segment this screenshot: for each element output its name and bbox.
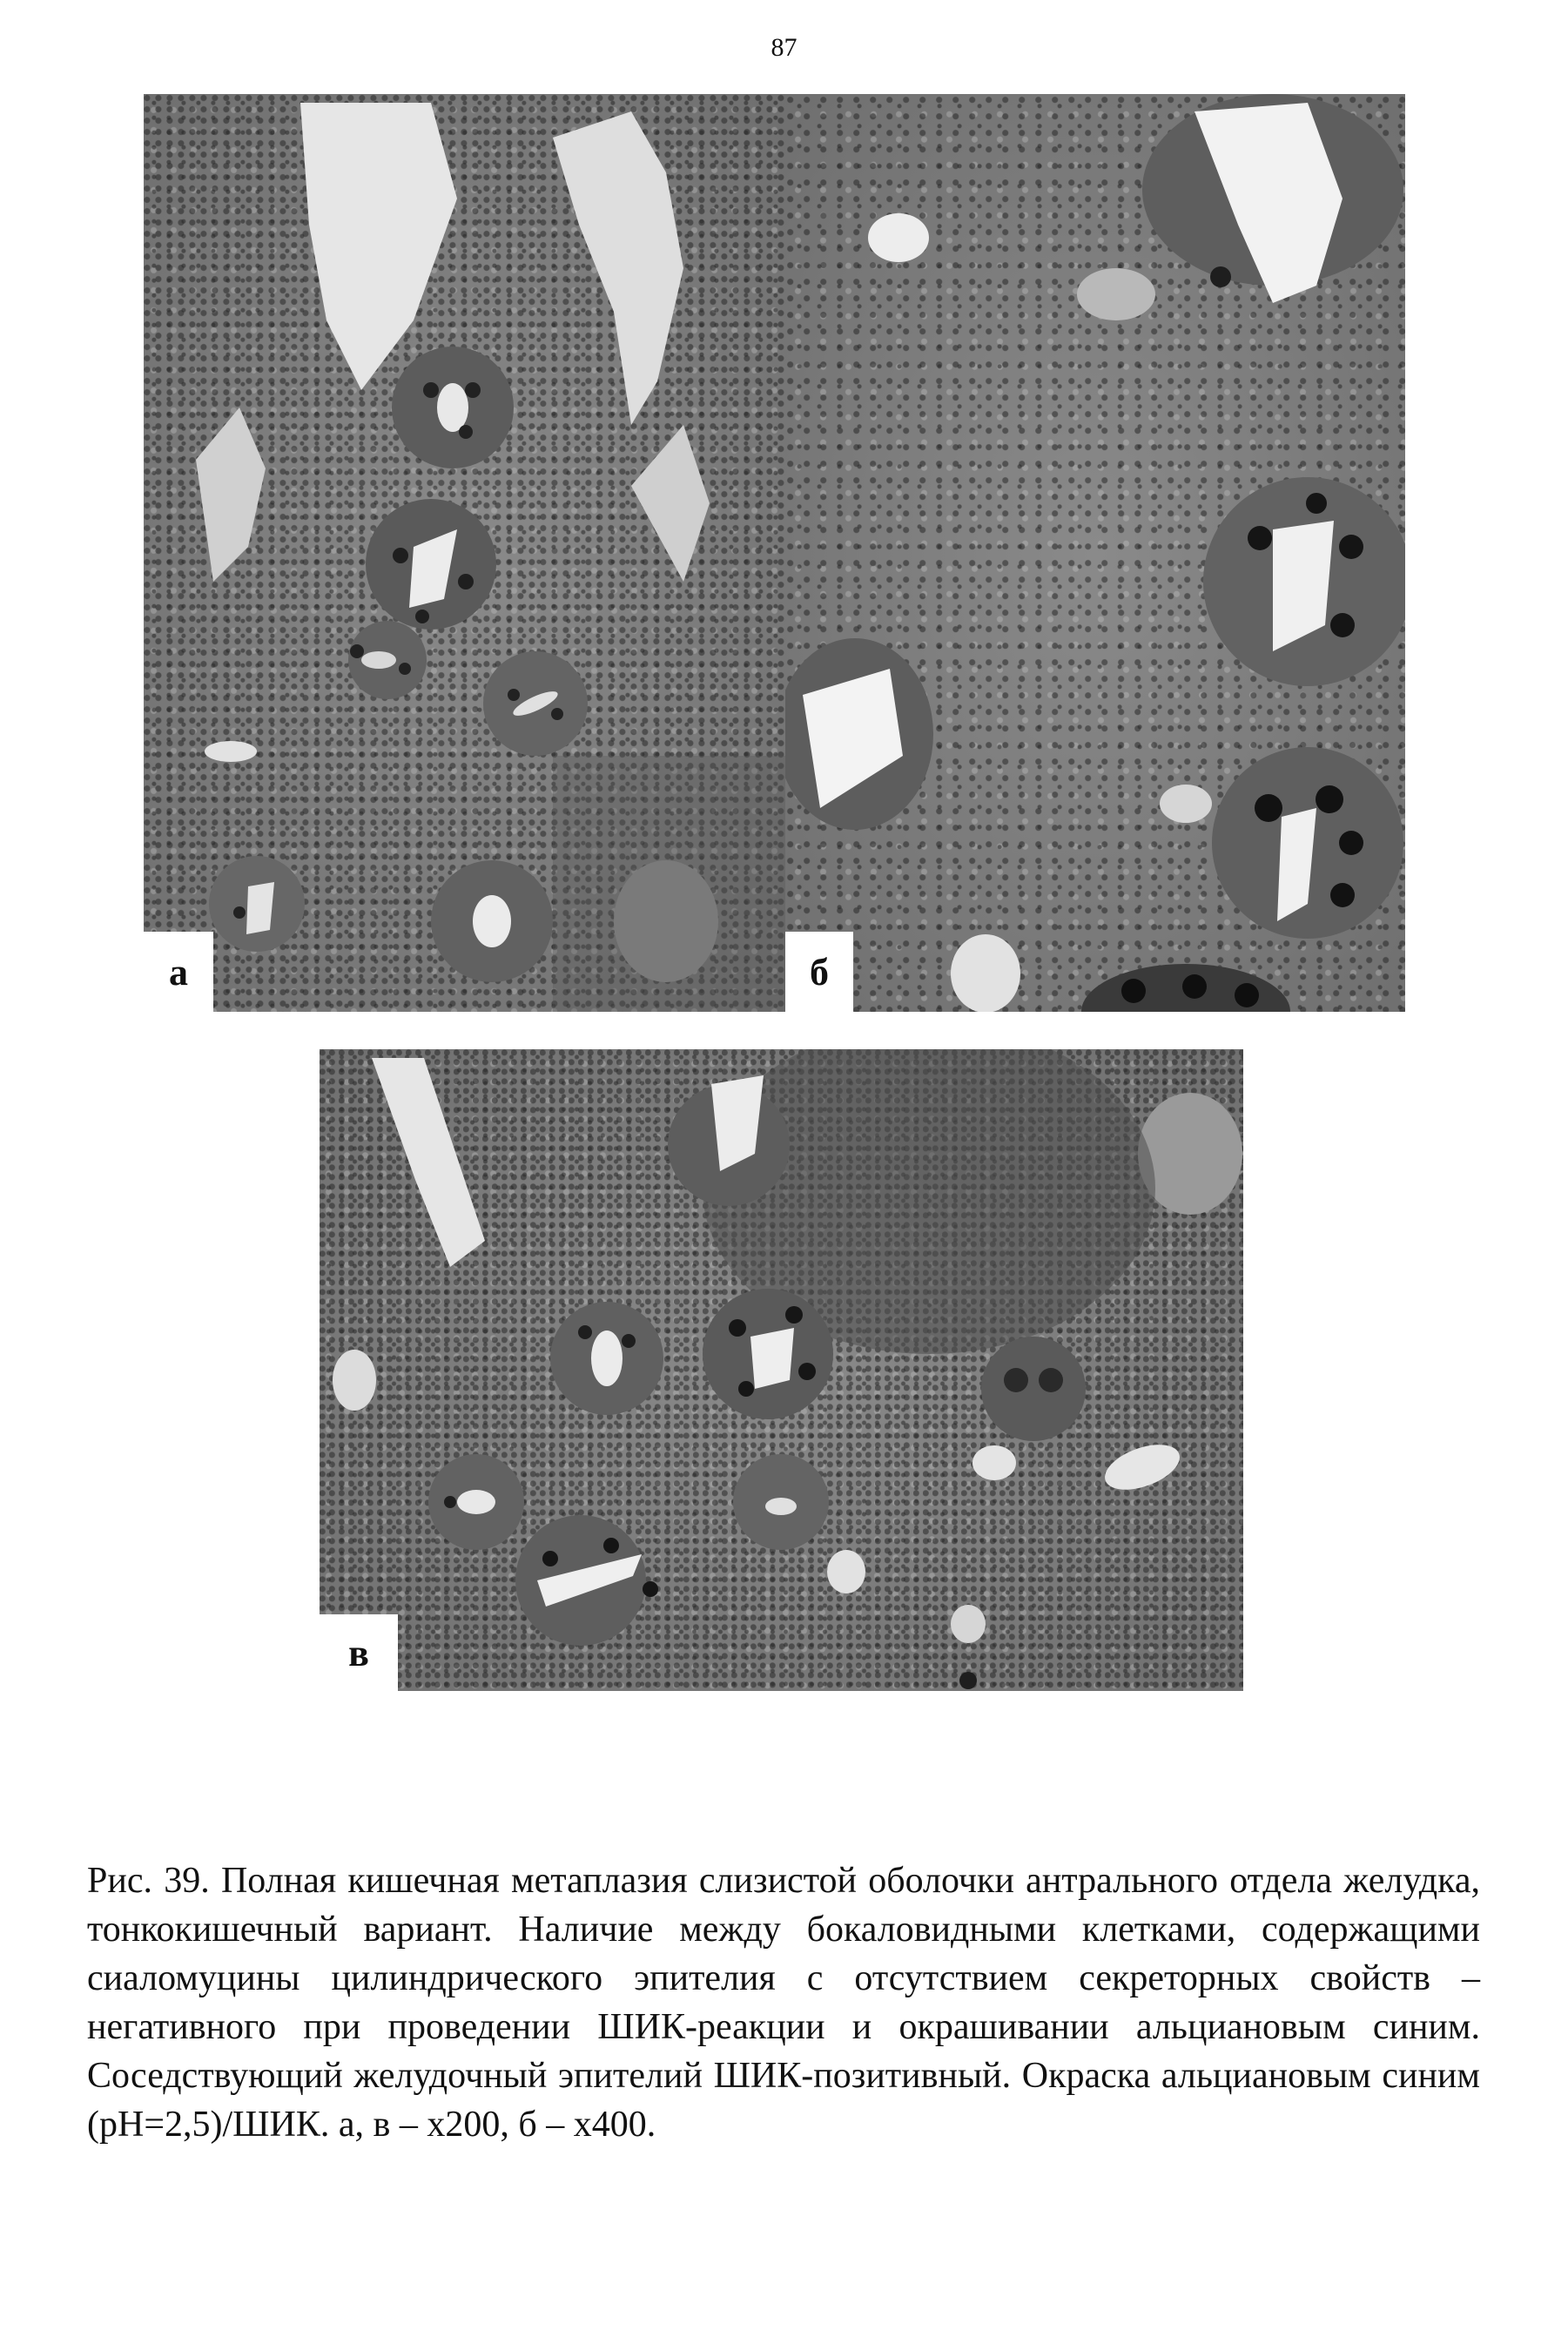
panel-label-c: в [320,1614,398,1691]
figure-caption: Рис. 39. Полная кишечная метаплазия слизистой оболочки антрального отдела желудка, тонкокишечный вариант. Наличие между бокаловидными клетками, содержащими сиаломуцины цилиндрического эпителия с отсутствием секреторных свойств – негативного при проведении ШИК-реакции и окрашивании альциановым синим. Соседствующий желудочный эпителий ШИК-позитивный. Окраска альциановым синим (рН=2,5)/ШИК. а, в – х200, б – х400. [87,1861,1480,2145]
crypt-c7 [515,1515,658,1646]
micrograph-panel-c [320,1049,1243,1691]
crypt-a1 [392,347,514,468]
crypt-c5 [428,1454,524,1550]
crypt-b4 [1212,747,1403,939]
crypt-a5 [431,860,553,982]
tissue-image-a [144,94,785,1012]
crypt-b2 [1203,477,1405,686]
crypt-b1 [1142,94,1403,303]
crypt-c2 [550,1302,663,1415]
micrograph-panel-a [144,94,785,1012]
crypt-b5 [1081,964,1290,1012]
crypt-c3 [703,1289,833,1419]
crypt-a6 [209,856,305,952]
tissue-image-b [785,94,1405,1012]
panel-label-a: а [144,932,213,1012]
page-number: 87 [771,33,797,62]
crypt-a3 [348,621,427,699]
panel-label-b: б [785,932,853,1012]
micrograph-panel-b [785,94,1405,1012]
crypt-c6 [733,1454,829,1550]
crypt-a2 [366,499,496,630]
tissue-image-c [320,1049,1243,1691]
crypt-b3 [785,638,933,830]
crypt-a4 [483,651,588,756]
crypt-c4 [981,1337,1086,1441]
